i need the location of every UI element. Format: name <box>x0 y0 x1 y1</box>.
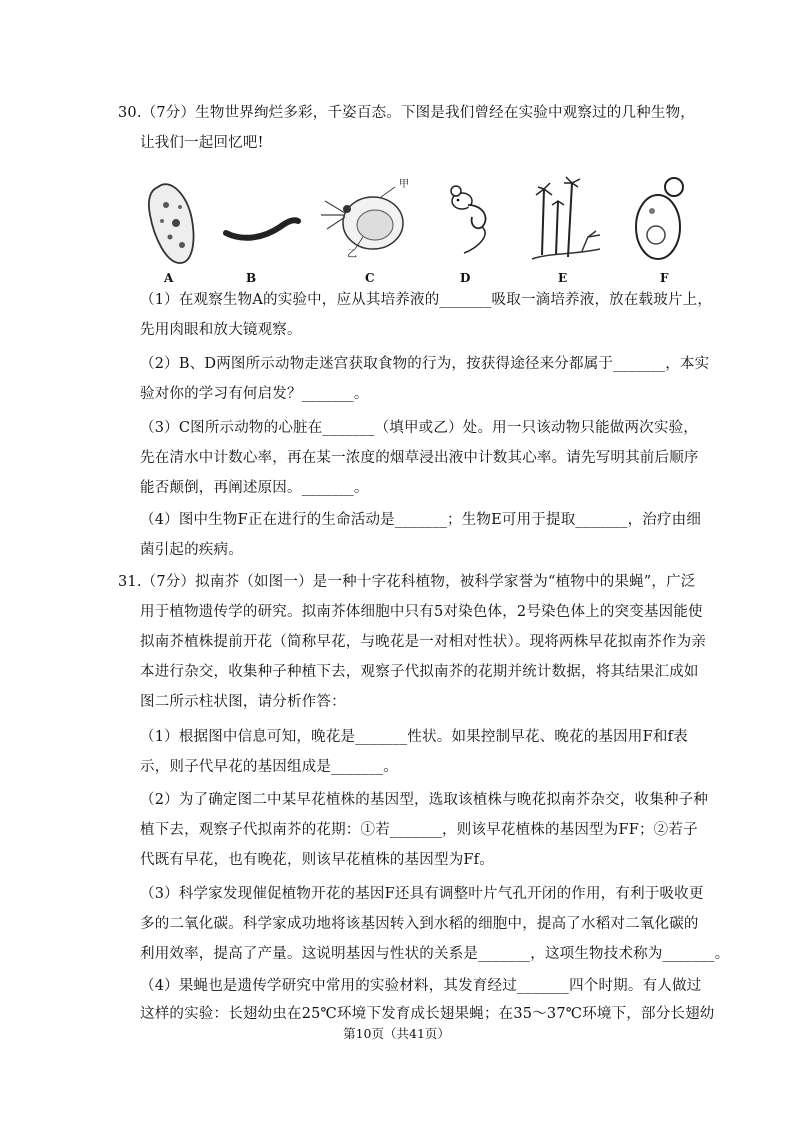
q30-p3-line1: （3）C图所示动物的心脏在_______（填甲或乙）处。用一只该动物只能做两次实验， <box>140 420 698 436</box>
q31-intro-line4: 本进行杂交，收集种子种植下去，观察子代拟南芥的花期并统计数据，将其结果汇成如 <box>140 664 699 680</box>
mold-drawing <box>522 175 612 270</box>
paramecium-drawing <box>140 175 210 270</box>
q31-intro-line2: 用于植物遗传学的研究。拟南芥体细胞中只有5对染色体，2号染色体上的突变基因能使 <box>140 604 703 620</box>
q31-p1-line2: 示，则子代早花的基因组成是_______。 <box>140 759 398 775</box>
q31-p3-line3: 利用效率，提高了产量。这说明基因与性状的关系是_______，这项生物技术称为_______。 <box>140 946 730 962</box>
q31-p3-line2: 多的二氧化碳。科学家成功地将该基因转入到水稻的细胞中，提高了水稻对二氧化碳的 <box>140 916 699 932</box>
label-b: B <box>246 271 257 285</box>
label-a: A <box>164 271 174 285</box>
q31-p4-line2: 这样的实验：长翅幼虫在25℃环境下发育成长翅果蝇；在35～37℃环境下，部分长翅幼 <box>140 1006 715 1022</box>
organism-d <box>440 175 510 285</box>
q31-p2-line2: 植下去，观察子代拟南芥的花期：①若_______，则该早花植株的基因型为FF；②若子 <box>140 822 698 838</box>
mark-jia: 甲 <box>399 179 409 190</box>
q30-line2: 让我们一起回忆吧! <box>140 135 264 151</box>
q30-p2-line2: 验对你的学习有何启发？_______。 <box>140 386 369 402</box>
mark-yi: 乙 <box>347 249 357 260</box>
q31-intro-line1: 31.（7分）拟南芥（如图一）是一种十字花科植物，被科学家誉为“植物中的果蝇”，广泛 <box>118 574 696 590</box>
label-c: C <box>365 271 375 285</box>
q30-p4-line2: 菌引起的疾病。 <box>140 542 243 558</box>
yeast-drawing <box>630 175 700 270</box>
q30-p1-line2: 先用肉眼和放大镜观察。 <box>140 322 302 338</box>
page-footer: 第10页（共41页） <box>343 1026 450 1041</box>
label-d: D <box>460 271 471 285</box>
organism-e <box>522 175 612 285</box>
organism-a <box>140 175 210 285</box>
organism-f <box>630 175 700 285</box>
mouse-drawing <box>440 175 510 270</box>
q30-p3-line2: 先在清水中计数心率，再在某一浓度的烟草浸出液中计数其心率。请先写明其前后顺序 <box>140 450 699 466</box>
organism-figure <box>140 175 700 285</box>
q31-p3-line1: （3）科学家发现催促植物开花的基因F还具有调整叶片气孔开闭的作用，有利于吸收更 <box>140 886 704 902</box>
label-e: E <box>558 271 568 285</box>
q31-intro-line5: 图二所示柱状图，请分析作答： <box>140 694 346 710</box>
q30-line1: 30.（7分）生物世界绚烂多彩，千姿百态。下图是我们曾经在实验中观察过的几种生物， <box>118 105 695 121</box>
q31-intro-line3: 拟南芥植株提前开花（简称早花，与晚花是一对相对性状）。现将两株早花拟南芥作为亲 <box>140 634 707 650</box>
q30-p3-line3: 能否颠倒，再阐述原因。_______。 <box>140 480 369 496</box>
q30-p4-line1: （4）图中生物F正在进行的生命活动是_______；生物E可用于提取_______，治疗由细 <box>140 512 702 528</box>
q31-p1-line1: （1）根据图中信息可知，晚花是_______性状。如果控制早花、晚花的基因用F和f表 <box>140 729 688 745</box>
q31-p2-line1: （2）为了确定图二中某早花植株的基因型，选取该植株与晚花拟南芥杂交，收集种子种 <box>140 792 709 808</box>
label-f: F <box>660 271 669 285</box>
q31-p4-line1: （4）果蝇也是遗传学研究中常用的实验材料，其发育经过_______四个时期。有人做过 <box>140 978 702 994</box>
q30-p1-line1: （1）在观察生物A的实验中，应从其培养液的_______吸取一滴培养液，放在载玻片上， <box>140 292 713 308</box>
organism-b <box>222 175 302 285</box>
q31-p2-line3: 代既有早花，也有晚花，则该早花植株的基因型为Ff。 <box>140 852 494 868</box>
q30-p2-line1: （2）B、D两图所示动物走迷宫获取食物的行为，按获得途径来分都属于_______，本实 <box>140 356 710 372</box>
worm-drawing <box>222 175 302 270</box>
organism-c <box>315 175 415 285</box>
